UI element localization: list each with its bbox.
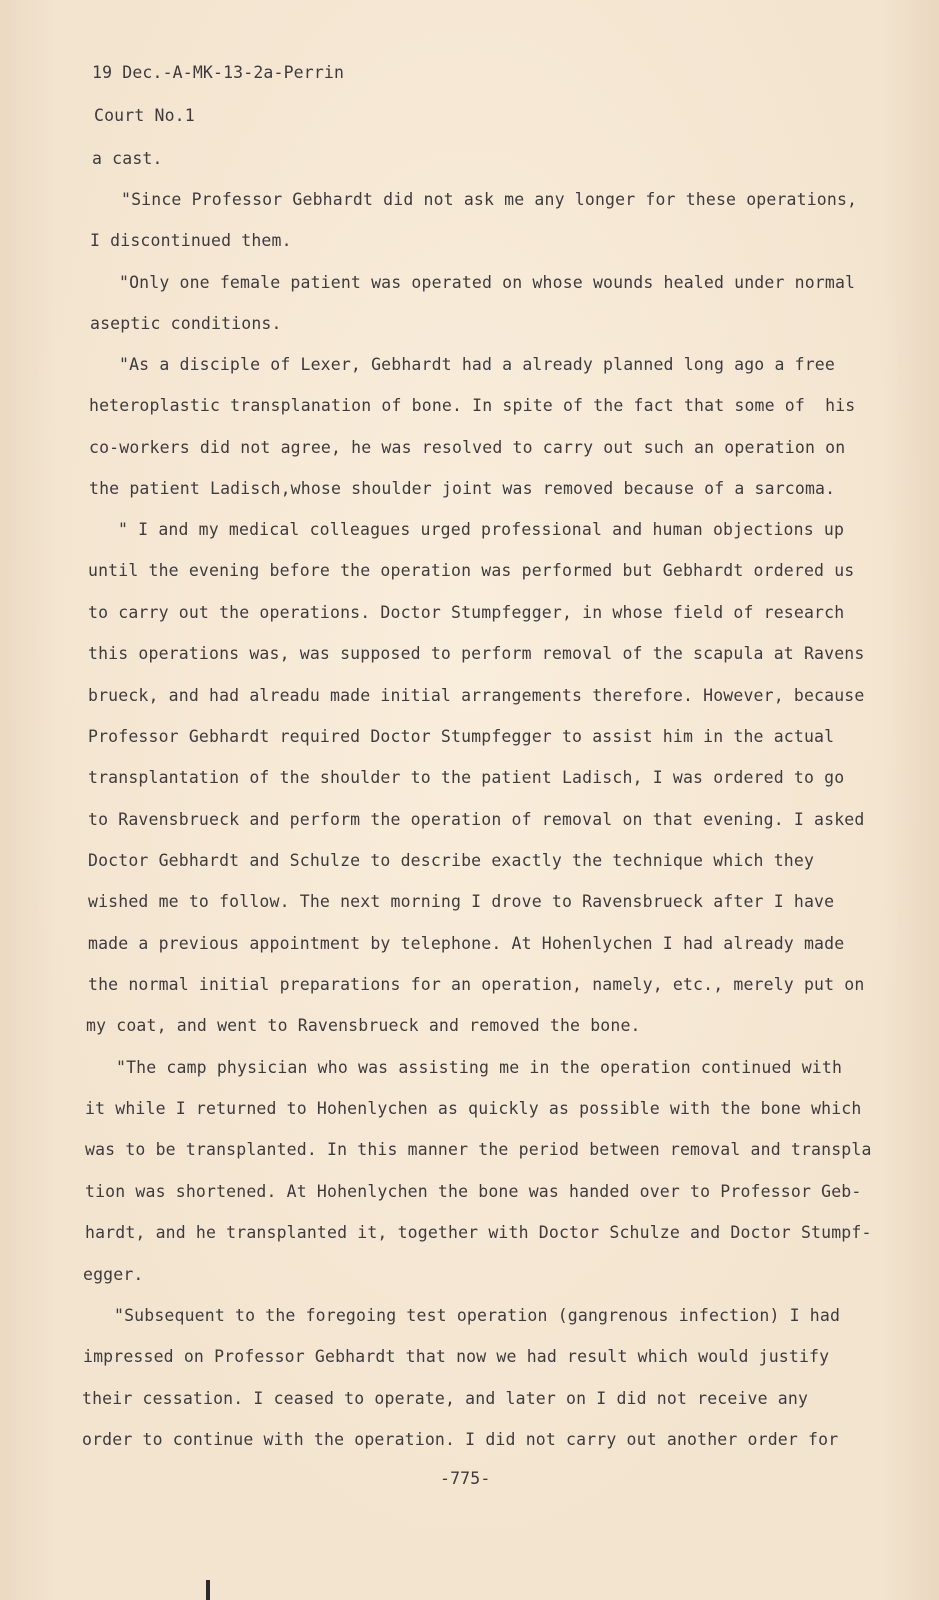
body-line: "The camp physician who was assisting me in the operation continued with — [116, 1058, 843, 1077]
body-line: "Subsequent to the foregoing test operation (gangrenous infection) I had — [114, 1306, 841, 1325]
body-line: Professor Gebhardt required Doctor Stumpfegger to assist him in the actual — [88, 727, 835, 746]
body-line: made a previous appointment by telephone. At Hohenlychen I had already made — [88, 934, 845, 953]
body-line: brueck, and had alreadu made initial arrangements therefore. However, because — [88, 686, 865, 705]
body-line: impressed on Professor Gebhardt that now we had result which would justify — [83, 1347, 830, 1366]
body-line: a cast. — [92, 149, 163, 168]
body-line: it while I returned to Hohenlychen as quickly as possible with the bone which — [85, 1099, 862, 1118]
body-line: " I and my medical colleagues urged professional and human objections up — [118, 520, 845, 539]
body-line: this operations was, was supposed to perform removal of the scapula at Ravens — [88, 644, 865, 663]
body-line: until the evening before the operation was performed but Gebhardt ordered us — [88, 561, 855, 580]
binding-mark — [206, 1580, 210, 1600]
body-line: Doctor Gebhardt and Schulze to describe exactly the technique which they — [88, 851, 815, 870]
body-line: their cessation. I ceased to operate, and later on I did not receive any — [82, 1389, 809, 1408]
body-line: "Since Professor Gebhardt did not ask me any longer for these operations, — [121, 190, 858, 209]
body-line: to Ravensbrueck and perform the operation of removal on that evening. I asked — [88, 810, 865, 829]
body-line: wished me to follow. The next morning I drove to Ravensbrueck after I have — [88, 892, 835, 911]
body-line: to carry out the operations. Doctor Stumpfegger, in whose field of research — [88, 603, 845, 622]
page-number: -775- — [440, 1469, 491, 1488]
body-line: "Only one female patient was operated on whose wounds healed under normal — [119, 273, 856, 292]
body-line: hardt, and he transplanted it, together with Doctor Schulze and Doctor Stumpf- — [85, 1223, 872, 1242]
body-line: was to be transplanted. In this manner the period between removal and transpla — [85, 1140, 872, 1159]
body-line: transplantation of the shoulder to the patient Ladisch, I was ordered to go — [88, 768, 845, 787]
body-line: heteroplastic transplanation of bone. In spite of the fact that some of his — [89, 396, 856, 415]
body-line: aseptic conditions. — [90, 314, 282, 333]
body-line: my coat, and went to Ravensbrueck and removed the bone. — [86, 1016, 641, 1035]
body-line: egger. — [83, 1265, 144, 1284]
document-reference: 19 Dec.-A-MK-13-2a-Perrin — [92, 63, 345, 82]
body-line: co-workers did not agree, he was resolved to carry out such an operation on — [89, 438, 846, 457]
court-label: Court No.1 — [94, 106, 195, 125]
body-line: order to continue with the operation. I did not carry out another order for — [82, 1430, 839, 1449]
body-line: the patient Ladisch,whose shoulder joint was removed because of a sarcoma. — [89, 479, 836, 498]
body-line: "As a disciple of Lexer, Gebhardt had a already planned long ago a free — [119, 355, 835, 374]
body-line: tion was shortened. At Hohenlychen the bone was handed over to Professor Geb- — [85, 1182, 862, 1201]
body-line: I discontinued them. — [90, 231, 292, 250]
body-line: the normal initial preparations for an operation, namely, etc., merely put on — [88, 975, 865, 994]
